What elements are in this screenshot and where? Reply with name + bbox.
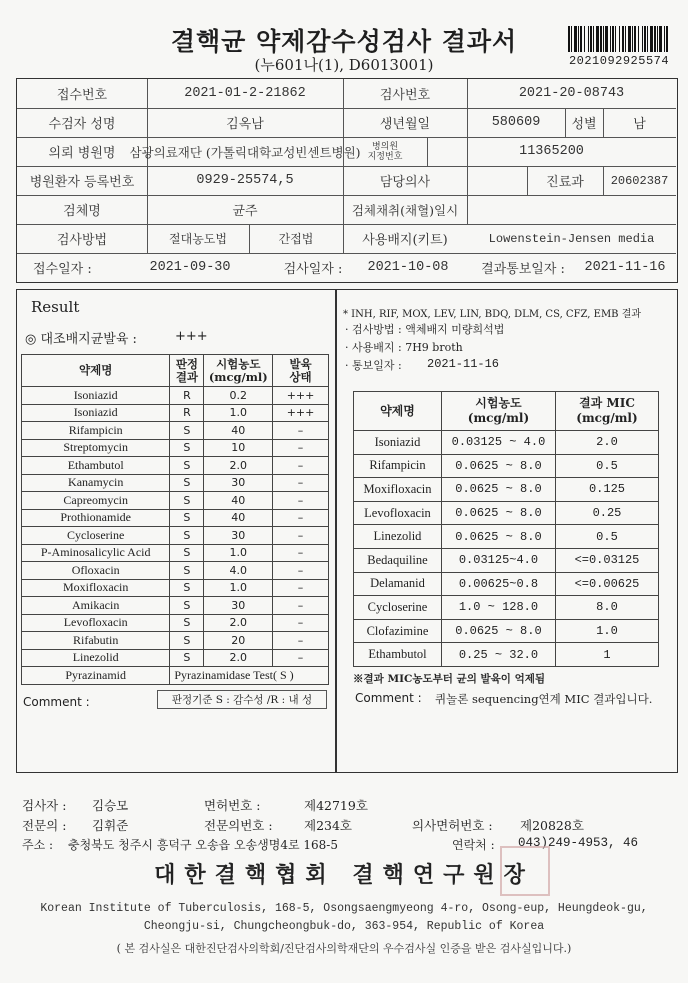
mic-test-range: 0.0625 ~ 8.0	[441, 619, 555, 643]
agar-result-rows	[22, 387, 329, 667]
examiner-label: 검사자 :	[22, 798, 67, 813]
method-value-2: 간접법	[278, 232, 314, 246]
agar-result-row	[22, 527, 329, 545]
agar-result-row	[22, 544, 329, 562]
left-comment-label: Comment :	[23, 695, 90, 709]
receipt-no: 2021-01-2-21862	[184, 86, 306, 101]
mic-drug-name: Levofloxacin	[354, 501, 442, 525]
document-title: 결핵균 약제감수성검사 결과서	[170, 27, 518, 56]
drug-name: Rifabutin	[22, 632, 170, 650]
specialist-label: 전문의 :	[22, 818, 67, 833]
col-drug-header: 약제명	[22, 355, 170, 387]
mic-result: <=0.03125	[555, 548, 658, 572]
doctor-license: 제20828호	[520, 818, 584, 833]
mic-result-row	[354, 431, 659, 455]
col-concentration-header: 시험농도 (mcg/ml)	[204, 355, 273, 387]
english-address-line-1: Korean Institute of Tuberculosis, 168-5, Osongsaengmyeong 4-ro, Osong-eup, Heungdeok-gu,	[40, 902, 648, 915]
reported-date: 2021-11-16	[584, 260, 666, 275]
growth: –	[273, 614, 329, 632]
agar-result-row	[22, 614, 329, 632]
agar-result-row	[22, 509, 329, 527]
mic-drug-name: Rifampicin	[354, 454, 442, 478]
agar-result-row	[22, 562, 329, 580]
right-mic-panel	[336, 289, 678, 773]
growth: –	[273, 632, 329, 650]
mic-result-row	[354, 454, 659, 478]
mic-comment: 퀴놀론 sequencing연계 MIC 결과입니다.	[435, 692, 653, 706]
drug-name: Rifampicin	[22, 422, 170, 440]
mic-test-range: 0.03125~4.0	[441, 548, 555, 572]
pza-result: Pyrazinamidase Test( S )	[170, 667, 329, 685]
mic-drug-name: Moxifloxacin	[354, 478, 442, 502]
received-date: 2021-09-30	[149, 260, 231, 275]
judgement: R	[170, 387, 204, 405]
mic-result-row	[354, 525, 659, 549]
dept-value: 20602387	[610, 173, 669, 188]
address: 충청북도 청주시 흥덕구 오송읍 오송생명4로 168-5	[68, 838, 338, 852]
mic-result-row	[354, 478, 659, 502]
mic-method-line: · 검사방법 : 액체배지 미량희석법	[345, 323, 505, 336]
mic-result: 1.0	[555, 619, 658, 643]
mic-result: 0.25	[555, 501, 658, 525]
dept-label: 진료과	[546, 175, 584, 190]
mic-result-row	[354, 501, 659, 525]
mic-comment-label: Comment :	[355, 691, 422, 705]
growth: –	[273, 422, 329, 440]
mic-result-row	[354, 619, 659, 643]
concentration: 2.0	[204, 614, 273, 632]
mic-drug-name: Cycloserine	[354, 596, 442, 620]
mic-drug-name: Isoniazid	[354, 431, 442, 455]
judgement: R	[170, 404, 204, 422]
mic-result: <=0.00625	[555, 572, 658, 596]
drug-name: Cycloserine	[22, 527, 170, 545]
tested-date: 2021-10-08	[367, 260, 449, 275]
received-label: 접수일자 :	[33, 262, 92, 277]
judgement: S	[170, 614, 204, 632]
agar-result-row	[22, 649, 329, 667]
mic-result: 0.5	[555, 525, 658, 549]
agar-result-row	[22, 597, 329, 615]
growth: –	[273, 562, 329, 580]
mic-footnote: ※결과 MIC농도부터 균의 발육이 억제됨	[353, 673, 546, 685]
judgement: S	[170, 439, 204, 457]
mic-col-drug-header: 약제명	[354, 392, 442, 431]
doctor-license-label: 의사면허번호 :	[412, 818, 493, 833]
method-label: 검사방법	[56, 233, 108, 248]
judgement: S	[170, 544, 204, 562]
reported-label: 결과통보일자 :	[481, 262, 565, 277]
mic-test-range: 0.0625 ~ 8.0	[441, 454, 555, 478]
mic-test-range: 0.0625 ~ 8.0	[441, 525, 555, 549]
growth: –	[273, 579, 329, 597]
hospital-code: 11365200	[519, 144, 584, 159]
growth: –	[273, 544, 329, 562]
control-label: ◎ 대조배지균발육 :	[25, 332, 137, 347]
agar-result-table	[21, 354, 329, 685]
mic-drug-name: Ethambutol	[354, 643, 442, 667]
mic-test-range: 0.25 ~ 32.0	[441, 643, 555, 667]
mic-result: 0.5	[555, 454, 658, 478]
barcode-number: 2021092925574	[568, 54, 670, 68]
concentration: 10	[204, 439, 273, 457]
drug-name: Ethambutol	[22, 457, 170, 475]
examiner-name: 김승모	[92, 798, 129, 813]
agar-result-row	[22, 422, 329, 440]
drug-name: Ofloxacin	[22, 562, 170, 580]
control-value: +++	[175, 329, 208, 344]
growth: +++	[273, 404, 329, 422]
hospital-code-label-1: 병의원	[371, 141, 399, 152]
mic-medium-line: · 사용배지 : 7H9 broth	[345, 341, 463, 354]
patient-name-label: 수검자 성명	[48, 117, 116, 132]
drug-name: P-Aminosalicylic Acid	[22, 544, 170, 562]
concentration: 2.0	[204, 457, 273, 475]
reg-no: 0929-25574,5	[196, 173, 294, 188]
header-info-grid	[16, 78, 678, 283]
growth: –	[273, 509, 329, 527]
growth: –	[273, 492, 329, 510]
exam-no: 2021-20-08743	[518, 86, 625, 101]
growth: –	[273, 597, 329, 615]
english-address-line-2: Cheongju-si, Chungcheongbuk-do, 363-954, Republic of Korea	[143, 920, 545, 933]
criteria-box: 판정기준 S : 감수성 /R : 내 성	[157, 690, 327, 709]
judgement: S	[170, 649, 204, 667]
concentration: 1.0	[204, 579, 273, 597]
specimen-label: 검체명	[63, 204, 101, 219]
collect-date-label: 검체채취(채혈)일시	[351, 202, 459, 218]
mic-col-result-header: 결과 MIC (mcg/ml)	[555, 392, 658, 431]
judgement: S	[170, 457, 204, 475]
exam-no-label: 검사번호	[379, 88, 431, 103]
agar-result-row	[22, 457, 329, 475]
contact: 043)249-4953, 46	[518, 836, 639, 850]
mic-drug-name: Clofazimine	[354, 619, 442, 643]
dob: 580609	[491, 115, 541, 130]
mic-result-rows	[354, 431, 659, 667]
result-label: Result	[31, 298, 80, 316]
mic-note-header: * INH, RIF, MOX, LEV, LIN, BDQ, DLM, CS, CFZ, EMB 결과	[343, 309, 642, 320]
concentration: 20	[204, 632, 273, 650]
judgement: S	[170, 632, 204, 650]
mic-drug-name: Bedaquiline	[354, 548, 442, 572]
drug-name: Streptomycin	[22, 439, 170, 457]
drug-name: Isoniazid	[22, 387, 170, 405]
patient-name: 김옥남	[226, 117, 264, 132]
mic-test-range: 0.0625 ~ 8.0	[441, 478, 555, 502]
hospital-code-label-2: 지정번호	[367, 151, 403, 162]
concentration: 40	[204, 509, 273, 527]
agar-result-row	[22, 474, 329, 492]
sex: 남	[633, 117, 646, 132]
agar-result-row	[22, 387, 329, 405]
method-value: 절대농도법	[169, 232, 227, 246]
mic-result: 1	[555, 643, 658, 667]
concentration: 30	[204, 474, 273, 492]
left-result-panel	[16, 289, 336, 773]
mic-result: 2.0	[555, 431, 658, 455]
growth: –	[273, 457, 329, 475]
license-label: 면허번호 :	[204, 798, 261, 813]
judgement: S	[170, 527, 204, 545]
organization-name: 대한결핵협회 결핵연구원장	[154, 862, 534, 888]
agar-result-row	[22, 404, 329, 422]
growth: +++	[273, 387, 329, 405]
concentration: 2.0	[204, 649, 273, 667]
concentration: 0.2	[204, 387, 273, 405]
certification-note: ( 본 검사실은 대한진단검사의학회/진단검사의학재단의 우수검사실 인증을 받은 검사실입니다.)	[116, 942, 572, 955]
sex-label: 성별	[571, 117, 597, 132]
concentration: 40	[204, 492, 273, 510]
mic-result-row	[354, 643, 659, 667]
mic-result: 8.0	[555, 596, 658, 620]
drug-name: Prothionamide	[22, 509, 170, 527]
mic-test-range: 0.00625~0.8	[441, 572, 555, 596]
growth: –	[273, 474, 329, 492]
mic-test-range: 0.03125 ~ 4.0	[441, 431, 555, 455]
judgement: S	[170, 474, 204, 492]
pza-row	[22, 667, 329, 685]
agar-result-row	[22, 492, 329, 510]
growth: –	[273, 439, 329, 457]
mic-test-range: 1.0 ~ 128.0	[441, 596, 555, 620]
judgement: S	[170, 597, 204, 615]
drug-name: Amikacin	[22, 597, 170, 615]
hospital-label: 의뢰 병원명	[48, 146, 116, 161]
hospital-code-label	[343, 137, 427, 166]
judgement: S	[170, 509, 204, 527]
judgement: S	[170, 492, 204, 510]
mic-result-table	[353, 391, 659, 667]
specialist-name: 김휘준	[92, 818, 129, 833]
growth: –	[273, 527, 329, 545]
mic-col-range-header: 시험농도 (mcg/ml)	[441, 392, 555, 431]
mic-result: 0.125	[555, 478, 658, 502]
agar-result-row	[22, 579, 329, 597]
specialist-license: 제234호	[304, 818, 353, 833]
judgement: S	[170, 579, 204, 597]
reg-no-label: 병원환자 등록번호	[29, 175, 135, 190]
document-subtitle: (누601나(1), D6013001)	[254, 56, 434, 74]
address-label: 주소 :	[22, 838, 54, 852]
mic-drug-name: Delamanid	[354, 572, 442, 596]
mic-report-label: · 통보일자 :	[345, 359, 402, 372]
concentration: 1.0	[204, 544, 273, 562]
medium-value: Lowenstein-Jensen media	[488, 231, 655, 246]
mic-test-range: 0.0625 ~ 8.0	[441, 501, 555, 525]
barcode	[568, 26, 668, 52]
agar-result-row	[22, 439, 329, 457]
pza-name: Pyrazinamid	[22, 667, 170, 685]
drug-name: Isoniazid	[22, 404, 170, 422]
specialist-license-label: 전문의번호 :	[204, 818, 273, 833]
mic-report-date: 2021-11-16	[427, 357, 500, 371]
drug-name: Linezolid	[22, 649, 170, 667]
concentration: 1.0	[204, 404, 273, 422]
contact-label: 연락처 :	[452, 838, 495, 852]
col-judgement-header: 판정 결과	[170, 355, 204, 387]
col-growth-header: 발육 상태	[273, 355, 329, 387]
concentration: 40	[204, 422, 273, 440]
drug-name: Levofloxacin	[22, 614, 170, 632]
judgement: S	[170, 422, 204, 440]
medium-label: 사용배지(키트)	[362, 233, 448, 248]
drug-name: Capreomycin	[22, 492, 170, 510]
mic-result-row	[354, 596, 659, 620]
tested-label: 검사일자 :	[283, 262, 343, 277]
drug-name: Moxifloxacin	[22, 579, 170, 597]
concentration: 30	[204, 597, 273, 615]
mic-result-row	[354, 572, 659, 596]
license-value: 제42719호	[304, 798, 368, 813]
growth: –	[273, 649, 329, 667]
dob-label: 생년월일	[379, 117, 431, 132]
hospital-name: 삼광의료재단 (가톨릭대학교성빈센트병원)	[129, 144, 361, 160]
agar-result-row	[22, 632, 329, 650]
specimen: 균주	[232, 204, 258, 219]
receipt-no-label: 접수번호	[56, 88, 108, 103]
concentration: 30	[204, 527, 273, 545]
concentration: 4.0	[204, 562, 273, 580]
mic-result-row	[354, 548, 659, 572]
drug-name: Kanamycin	[22, 474, 170, 492]
mic-drug-name: Linezolid	[354, 525, 442, 549]
judgement: S	[170, 562, 204, 580]
doctor-label: 담당의사	[379, 175, 431, 190]
